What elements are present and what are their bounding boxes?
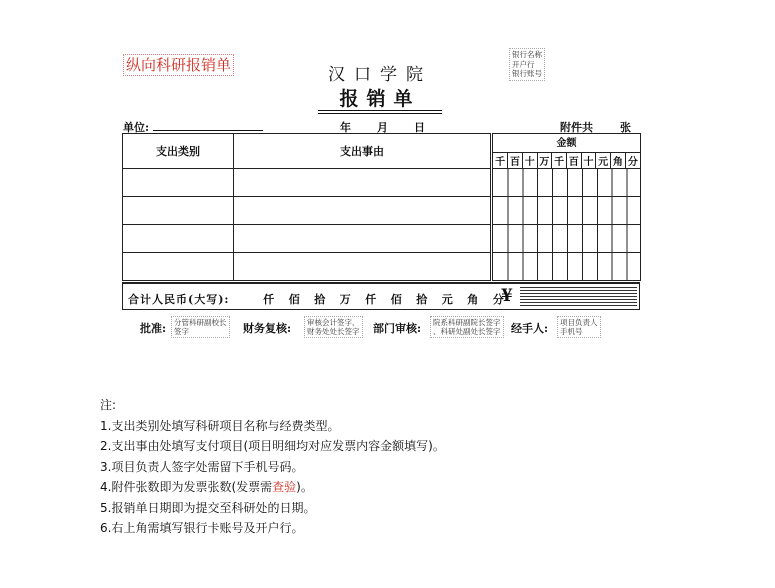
bank-account-label: 银行账号: [512, 69, 542, 78]
finance-note[interactable]: [304, 316, 363, 338]
amount-cell[interactable]: [492, 253, 641, 281]
notes-section: [100, 395, 445, 539]
finance-note-line: 财务处处长签字: [307, 327, 360, 336]
school-name: 汉口学院: [328, 65, 432, 85]
form-type-tag: 纵向科研报销单: [123, 54, 234, 76]
amount-cell[interactable]: [492, 169, 641, 197]
matter-cell[interactable]: [234, 197, 492, 225]
table-row: [123, 169, 641, 197]
finance-label: 财务复核:: [243, 322, 292, 335]
sheets-label: 张: [620, 121, 631, 134]
note-item: 2.支出事由处填写支付项目(项目明细均对应发票内容金额填写)。: [100, 439, 445, 453]
total-amount-hatch[interactable]: [520, 287, 637, 307]
total-unit-fen: 分: [492, 293, 504, 306]
amount-header: 金额: [493, 135, 640, 153]
note-item: 5.报销单日期即为提交至科研处的日期。: [100, 500, 316, 515]
unit-shi-header: 十: [522, 153, 537, 168]
dept-note[interactable]: [430, 316, 504, 338]
approve-label: 批准:: [140, 322, 167, 335]
total-unit-qian2: 仟: [365, 293, 377, 306]
table-row: [123, 253, 641, 281]
note-item: 3.项目负责人签字处需留下手机号码。: [100, 459, 304, 474]
amount-units-row: [493, 153, 640, 168]
handler-note-line: 项目负责人: [560, 318, 598, 327]
notes-heading: 注:: [100, 398, 117, 412]
attachments-label: 附件共: [560, 121, 593, 134]
bank-info-box: [509, 48, 545, 81]
total-unit-wan: 万: [339, 293, 351, 306]
matter-cell[interactable]: [234, 225, 492, 253]
note-item-4-highlight: 查验: [272, 480, 297, 494]
category-cell[interactable]: [123, 225, 234, 253]
unit-jiao-header: 角: [611, 153, 626, 168]
handler-note[interactable]: [557, 316, 601, 338]
unit-qian2-header: 千: [552, 153, 567, 168]
amount-header-cell: [492, 134, 641, 169]
note-item-4-text: 4.附件张数即为发票张数(发票需: [100, 480, 273, 494]
approve-note-line: 分管科研副校长: [174, 318, 227, 327]
total-unit-yuan: 元: [441, 293, 453, 306]
unit-fen-header: 分: [627, 156, 638, 168]
dept-note-line: 院系科研副院长签字: [433, 318, 501, 327]
total-unit-qian: 仟: [263, 293, 275, 306]
note-item-4-tail: )。: [296, 480, 313, 494]
category-header: 支出类别: [123, 134, 234, 169]
total-row: [122, 282, 640, 310]
approve-note-line: 签字: [174, 327, 189, 336]
note-item: 1.支出类别处填写科研项目名称与经费类型。: [100, 418, 340, 433]
total-unit-bai: 佰: [288, 293, 300, 306]
approve-note[interactable]: [171, 316, 230, 338]
unit-wan-header: 万: [537, 153, 552, 168]
handler-note-line: 手机号: [560, 327, 583, 336]
finance-note-line: 审核会计签字、: [307, 318, 360, 327]
amount-cell[interactable]: [492, 197, 641, 225]
total-unit-bai2: 佰: [390, 293, 402, 306]
dept-label: 部门审核:: [373, 322, 422, 335]
year-label: 年: [340, 121, 351, 134]
unit-qian-header: 千: [493, 153, 508, 168]
category-cell[interactable]: [123, 169, 234, 197]
unit-label: 单位:: [123, 121, 150, 134]
category-cell[interactable]: [123, 197, 234, 225]
unit-field[interactable]: [153, 130, 263, 131]
bank-name-label: 银行名称: [512, 50, 542, 59]
amount-cell[interactable]: [492, 225, 641, 253]
dept-note-line: 、科研处副处长签字: [433, 327, 501, 336]
unit-bai-header: 百: [508, 153, 523, 168]
unit-yuan-header: 元: [596, 153, 611, 168]
yen-symbol: ¥: [501, 286, 513, 306]
total-label: 合计人民币(大写):: [128, 293, 230, 306]
unit-shi2-header: 十: [581, 153, 596, 168]
matter-header: 支出事由: [234, 134, 492, 169]
total-unit-shi2: 拾: [416, 293, 428, 306]
bank-branch-label: 开户行: [512, 59, 535, 69]
total-unit-jiao: 角: [467, 293, 479, 306]
title-underline: [318, 110, 442, 114]
total-unit-shi: 拾: [314, 293, 326, 306]
category-cell[interactable]: [123, 253, 234, 281]
table-row: [123, 197, 641, 225]
form-title: 报销单: [339, 88, 421, 110]
matter-cell[interactable]: [234, 253, 492, 281]
expense-table: [122, 133, 641, 281]
matter-cell[interactable]: [234, 169, 492, 197]
unit-bai2-header: 百: [566, 153, 581, 168]
note-item-4: [100, 477, 445, 498]
month-label: 月: [377, 121, 388, 134]
day-label: 日: [414, 121, 425, 134]
total-units: [256, 291, 511, 307]
table-row: [123, 225, 641, 253]
note-item: 6.右上角需填写银行卡账号及开户行。: [100, 521, 304, 535]
handler-label: 经手人:: [511, 322, 549, 335]
